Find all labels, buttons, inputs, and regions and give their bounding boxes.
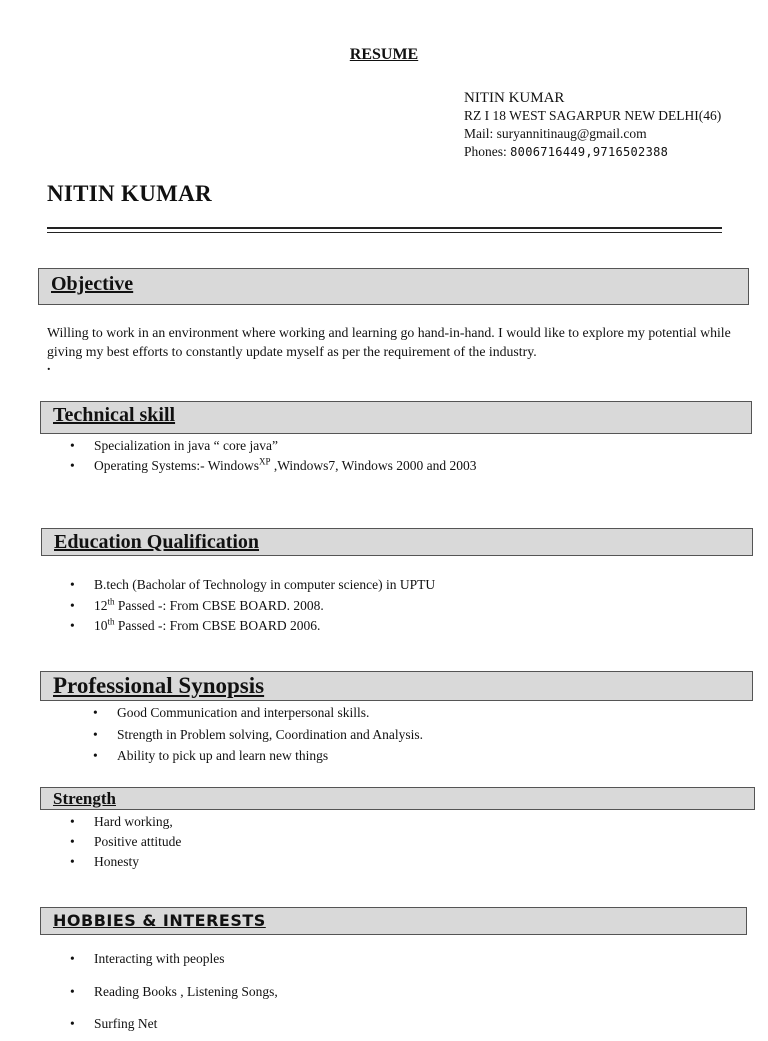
name-divider-thin bbox=[47, 232, 722, 233]
education-section-header bbox=[41, 528, 753, 556]
objective-dot: . bbox=[47, 359, 51, 374]
technical-section-header bbox=[40, 401, 752, 434]
list-item: • Operating Systems:- Windows$^{XP}$ ,Windows7, Windows 2000 and 2003 bbox=[70, 456, 477, 476]
list-item: • B.tech (Bacholar of Technology in computer science) in UPTU bbox=[70, 575, 435, 596]
objective-text: Willing to work in an environment where working and learning go hand-in-hand. I would like to explore my potential while giving my best efforts to constantly update myself as per the requirement of the industry. bbox=[47, 325, 731, 359]
list-item: • Ability to pick up and learn new things bbox=[93, 745, 423, 767]
contact-mail bbox=[464, 125, 721, 143]
technical-list bbox=[70, 436, 477, 476]
resume-title: RESUME bbox=[349, 46, 419, 63]
objective-section-header bbox=[38, 268, 749, 305]
contact-phones bbox=[464, 143, 721, 161]
name-divider-thick bbox=[47, 227, 722, 229]
phone-numbers: 8006716449,9716502388 bbox=[510, 145, 669, 159]
list-item: • Good Communication and interpersonal skills. bbox=[93, 702, 423, 724]
list-item: • 12th Passed -: From CBSE BOARD. 2008. bbox=[70, 596, 435, 617]
hobbies-section-header bbox=[40, 907, 747, 935]
list-item: • Hard working, bbox=[70, 812, 181, 832]
synopsis-list bbox=[93, 702, 423, 767]
contact-address: RZ I 18 WEST SAGARPUR NEW DELHI(46) bbox=[464, 108, 722, 123]
list-item: • Strength in Problem solving, Coordination and Analysis. bbox=[93, 724, 423, 746]
list-item: • Positive attitude bbox=[70, 832, 181, 852]
strength-heading: Strength bbox=[53, 789, 116, 808]
list-item: • Honesty bbox=[70, 852, 181, 872]
list-item: • Specialization in java “ core java” bbox=[70, 436, 477, 456]
candidate-name: NITIN KUMAR bbox=[47, 181, 212, 206]
education-heading: Education Qualification bbox=[54, 531, 260, 553]
list-item: • 10th Passed -: From CBSE BOARD 2006. bbox=[70, 616, 435, 637]
phones-label: Phones: bbox=[464, 144, 511, 159]
hobbies-list bbox=[70, 943, 278, 1041]
strength-list bbox=[70, 812, 181, 872]
hobbies-heading: HOBBIES & INTERESTS bbox=[53, 911, 266, 930]
technical-heading: Technical skill bbox=[53, 404, 176, 426]
mail-address: suryannitinaug@gmail.com bbox=[496, 126, 647, 141]
education-list bbox=[70, 575, 435, 637]
contact-name: NITIN KUMAR bbox=[464, 90, 565, 106]
list-item: • Surfing Net bbox=[70, 1008, 278, 1041]
synopsis-heading: Professional Synopsis bbox=[53, 673, 265, 698]
objective-heading: Objective bbox=[51, 273, 134, 295]
synopsis-section-header bbox=[40, 671, 753, 701]
list-item: • Interacting with peoples bbox=[70, 943, 278, 976]
mail-label: Mail: bbox=[464, 126, 497, 141]
contact-block bbox=[464, 89, 721, 161]
list-item: • Reading Books , Listening Songs, bbox=[70, 976, 278, 1009]
strength-section-header bbox=[40, 787, 755, 810]
